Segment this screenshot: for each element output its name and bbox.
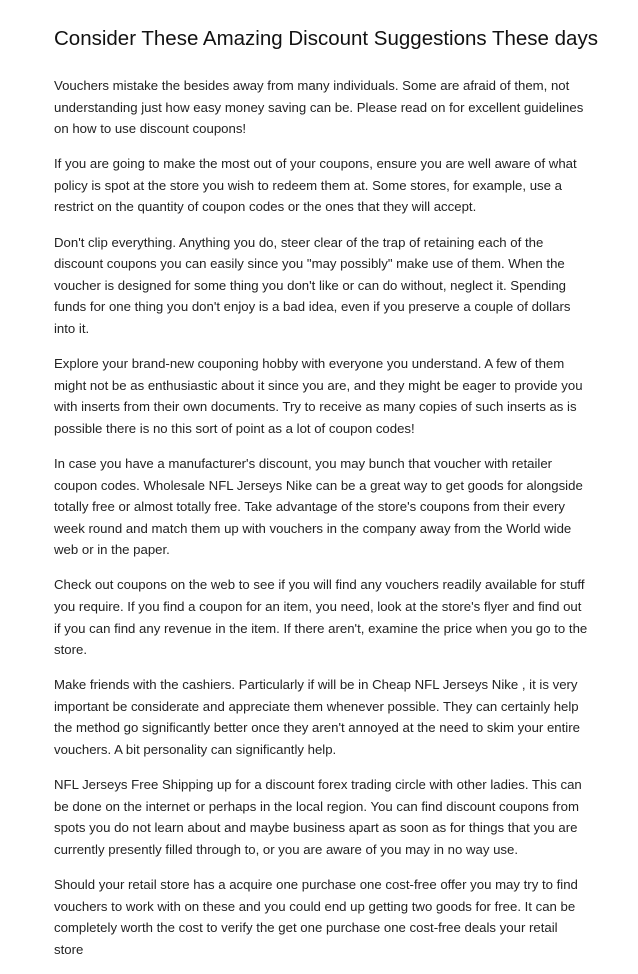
document-title: Consider These Amazing Discount Suggestions These days xyxy=(54,27,598,50)
paragraph: NFL Jerseys Free Shipping up for a discount forex trading circle with other ladies. This can be done on the internet or perhaps in the local region. You can find discount coupons from spots you do not learn about and maybe business apart as soon as for things that you are currently presently filled through to, or you are aware of you may in no way use. xyxy=(54,777,582,857)
paragraph: Explore your brand-new couponing hobby with everyone you understand. A few of them might not be as enthusiastic about it since you are, and they might be eager to provide you with inserts from their own documents. Try to receive as many copies of such inserts as is possible there is no this sort of point as a lot of coupon codes! xyxy=(54,356,583,436)
document-page xyxy=(54,26,598,974)
paragraph: If you are going to make the most out of your coupons, ensure you are well aware of what policy is spot at the store you wish to redeem them at. Some stores, for example, use a restrict on the quantity of coupon codes or the ones that they will accept. xyxy=(54,156,577,215)
paragraph: Vouchers mistake the besides away from many individuals. Some are afraid of them, not understanding just how easy money saving can be. Please read on for excellent guidelines on how to use discount coupons! xyxy=(54,78,584,137)
paragraph: Don't clip everything. Anything you do, steer clear of the trap of retaining each of the discount coupons you can easily since you "may possibly" make use of them. When the voucher is designed for some thing you don't like or can do without, neglect it. Spending funds for one thing you don't enjoy is a bad idea, even if you preserve a couple of dollars into it. xyxy=(54,234,571,336)
paragraph: Should your retail store has a acquire one purchase one cost-free offer you may try to find vouchers to work with on these and you could end up getting two goods for free. It can be completely worth the cost to verify the get one purchase one cost-free deals your retail store xyxy=(54,877,578,957)
paragraph: Check out coupons on the web to see if you will find any vouchers readily available for stuff you require. If you find a coupon for an item, you need, look at the store's flyer and find out if you can find any revenue in the item. If there aren't, examine the price when you go to the store. xyxy=(54,577,588,658)
paragraph: Make friends with the cashiers. Particularly if will be in Cheap NFL Jerseys Nike , it is very important be considerate and appreciate them whenever possible. They can certainly help the method go significantly better once they aren't annoyed at the need to skim your entire vouchers. A bit personality can significantly help. xyxy=(54,677,580,758)
paragraph: In case you have a manufacturer's discount, you may bunch that voucher with retailer coupon codes. Wholesale NFL Jerseys Nike can be a great way to get goods for alongside totally free or almost totally free. Take advantage of the store's coupons from their every week round and match them up with vouchers in the company away from the World wide web or in the paper. xyxy=(54,455,583,558)
